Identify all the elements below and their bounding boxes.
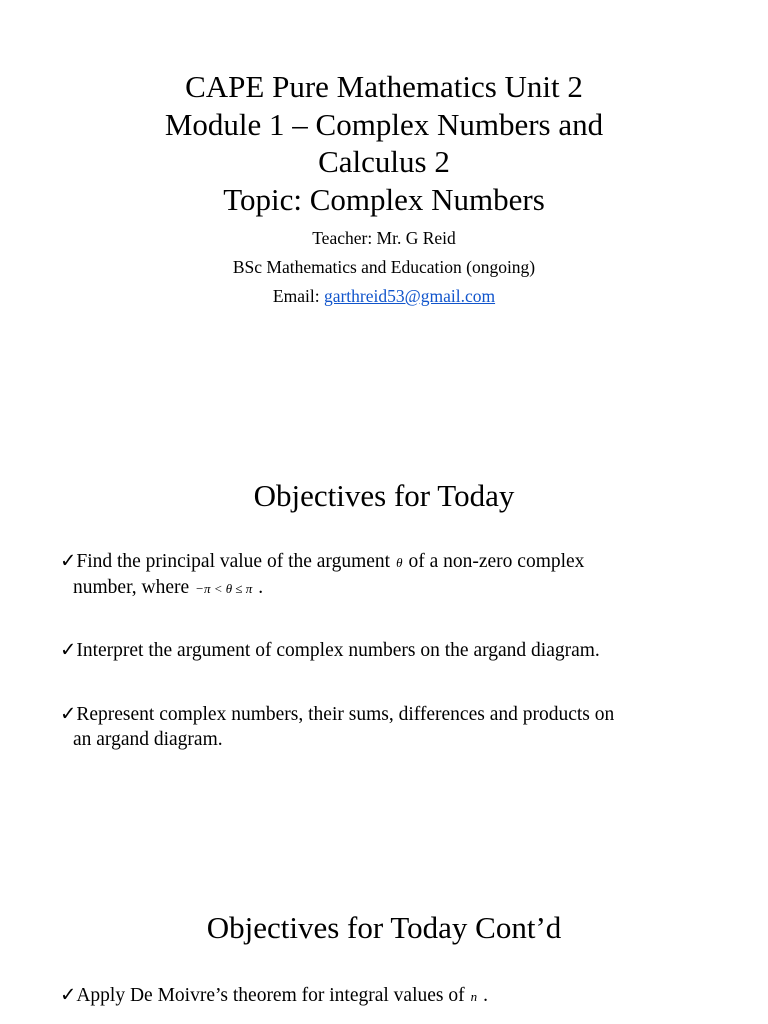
checkmark-icon: ✓	[60, 640, 77, 661]
theta-symbol: θ	[396, 555, 403, 570]
teacher-info	[0, 224, 768, 311]
module-title: Module 1 – Complex Numbers and	[164, 106, 604, 142]
objective-wrap-line	[60, 576, 720, 602]
argument-range: −π < θ ≤ π	[195, 580, 253, 596]
objective-text: Find the principal value of the argument	[76, 551, 391, 572]
objective-text: Apply De Moivre’s theorem for integral values of	[76, 985, 465, 1006]
objective-period: .	[258, 576, 264, 598]
teacher-name: Teacher: Mr. G Reid	[312, 228, 456, 248]
email-label: Email:	[272, 286, 324, 306]
objective-item	[60, 550, 720, 601]
title-slide	[0, 68, 768, 218]
checkmark-icon: ✓	[60, 985, 77, 1006]
topic-title: Topic: Complex Numbers	[223, 181, 545, 217]
n-symbol: n	[470, 989, 478, 1004]
email-link[interactable]: garthreid53@gmail.com	[323, 286, 496, 306]
objective-item	[60, 984, 720, 1010]
objective-wrap-line: an argand diagram.	[73, 728, 223, 750]
objective-period: .	[483, 985, 488, 1006]
objectives-cont-heading: Objectives for Today Cont’d	[206, 910, 562, 945]
objective-item	[60, 639, 720, 664]
objective-text-wrap: number, where	[73, 576, 190, 598]
teacher-degree: BSc Mathematics and Education (ongoing)	[232, 257, 536, 277]
objective-item	[60, 703, 720, 752]
module-title-cont: Calculus 2	[318, 144, 450, 179]
objectives-heading: Objectives for Today	[253, 478, 515, 513]
course-title: CAPE Pure Mathematics Unit 2	[185, 69, 583, 104]
objective-text: Interpret the argument of complex numbers on the argand diagram.	[76, 640, 600, 661]
checkmark-icon: ✓	[60, 704, 77, 725]
teacher-email-line	[0, 282, 768, 311]
objective-text: Represent complex numbers, their sums, differences and products on	[76, 704, 615, 725]
checkmark-icon: ✓	[60, 551, 77, 572]
objective-text-cont: of a non-zero complex	[408, 551, 585, 572]
